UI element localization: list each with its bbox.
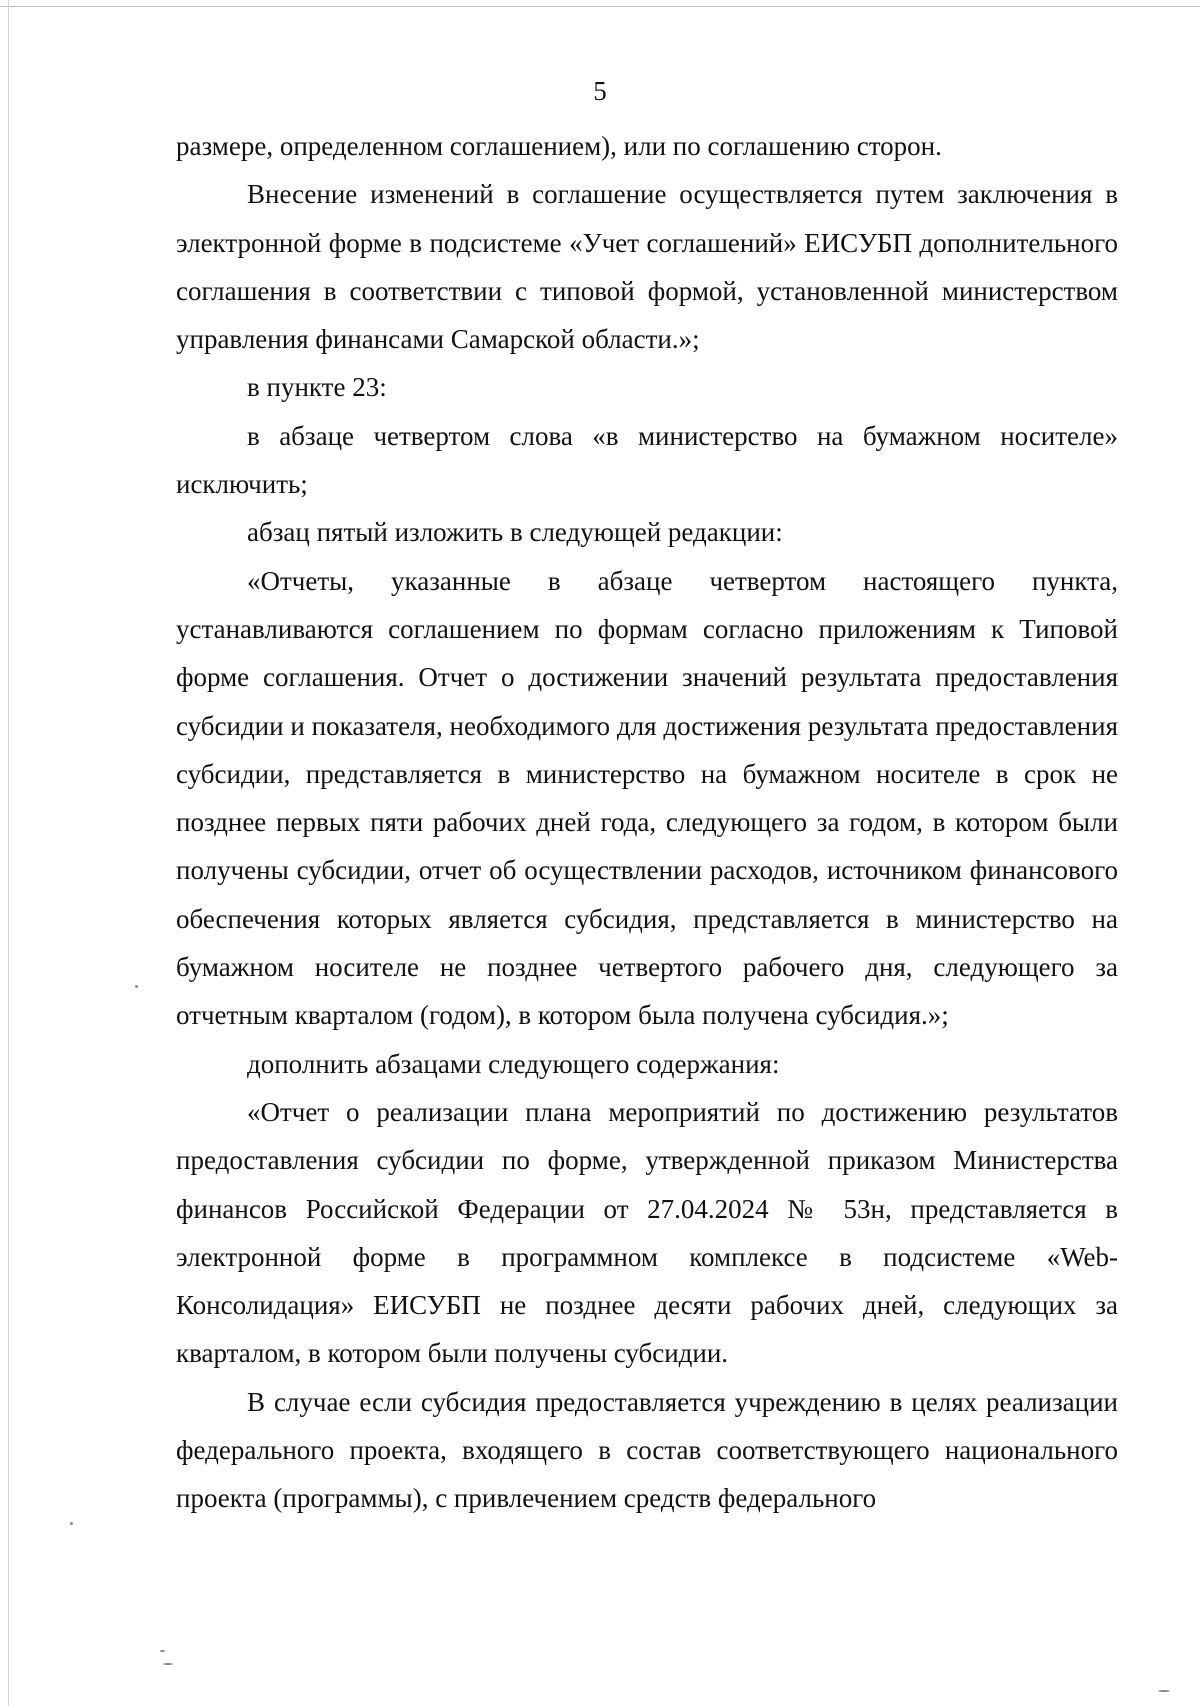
paragraph-2: Внесение изменений в соглашение осуществляется путем заключения в электронной форме в подсистеме «Учет соглашений» ЕИСУБП дополнительного соглашения в соответствии с типовой формой, установленной министерством управления финансами Самарской области.»;	[176, 179, 1118, 355]
paragraph-4: в абзаце четвертом слова «в министерство на бумажном носителе» исключить;	[176, 420, 1118, 500]
paragraph-1: размере, определенном соглашением), или по соглашению сторон.	[176, 131, 942, 161]
page-number: 5	[593, 76, 607, 106]
paragraph-7: дополнить абзацами следующего содержания:	[247, 1048, 780, 1079]
scan-edge-top	[0, 6, 1200, 7]
scan-speck	[160, 1650, 165, 1652]
paragraph-3: в пункте 23:	[247, 372, 387, 403]
scan-speck	[70, 1522, 73, 1525]
scan-speck	[1158, 1690, 1170, 1692]
paragraph-8: «Отчет о реализации плана мероприятий по достижению результатов предоставления субсидии по форме, утвержденной приказом Министерства финансов Российской Федерации от 27.04.2024 № 53н, представляется в электронной форме в программном комплексе в подсистеме «Web-Консолидация» ЕИСУБП не позднее десяти рабочих дней, следующих за кварталом, в котором были получены субсидии.	[176, 1096, 1118, 1369]
scan-speck	[163, 1663, 173, 1665]
paragraph-6: «Отчеты, указанные в абзаце четвертом настоящего пункта, устанавливаются соглашением по формам согласно приложениям к Типовой форме соглашения. Отчет о достижении значений результата предоставления субсидии и показателя, необходимого для достижения результата предоставления субсидии, представляется в министерство на бумажном носителе в срок не позднее первых пяти рабочих дней года, следующего за годом, в котором были получены субсидии, отчет об осуществлении расходов, источником финансового обеспечения которых является субсидия, представляется в министерство на бумажном носителе не позднее четвертого рабочего дня, следующего за отчетным кварталом (годом), в котором была получена субсидия.»;	[176, 565, 1118, 1031]
paragraph-9: В случае если субсидия предоставляется учреждению в целях реализации федерального проекта, входящего в состав соответствующего национального проекта (программы), с привлечением средств федерального	[176, 1386, 1118, 1514]
document-body	[176, 122, 1118, 1523]
scan-speck	[135, 985, 138, 988]
scan-edge-left	[8, 0, 9, 1706]
paragraph-5: абзац пятый изложить в следующей редакции:	[247, 517, 783, 548]
